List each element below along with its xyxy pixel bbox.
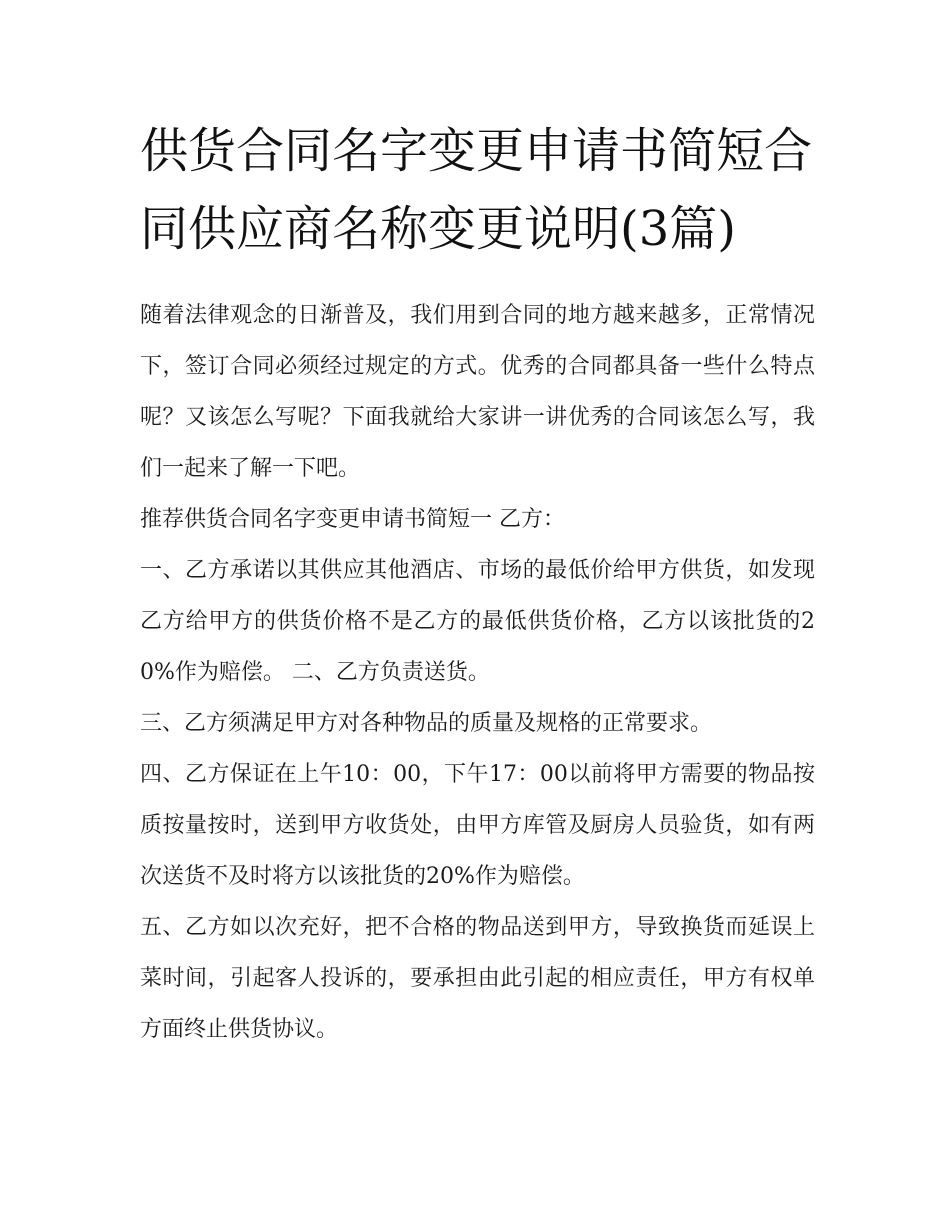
- document-title: 供货合同名字变更申请书简短合同供应商名称变更说明(3篇): [140, 123, 813, 257]
- paragraph-clause-3: 三、乙方须满足甲方对各种物品的质量及规格的正常要求。: [140, 711, 713, 736]
- paragraph-clause-5: 五、乙方如以次充好，把不合格的物品送到甲方，导致换货而延误上菜时间，引起客人投诉的，要承担由此引起的相应责任，甲方有权单方面终止供货协议。: [140, 915, 815, 1042]
- paragraph-clause-1-2: 一、乙方承诺以其供应其他酒店、市场的最低价给甲方供货，如发现乙方给甲方的供货价格不是乙方的最低供货价格，乙方以该批货的20%作为赔偿。 二、乙方负责送货。: [140, 558, 815, 685]
- paragraph-clause-4: 四、乙方保证在上午10：00，下午17：00以前将甲方需要的物品按质按量按时，送到甲方收货处，由甲方库管及厨房人员验货，如有两次送货不及时将方以该批货的20%作为赔偿。: [140, 762, 815, 889]
- document-page: [140, 112, 815, 1055]
- document-body: [140, 290, 815, 1055]
- paragraph-intro: 随着法律观念的日渐普及，我们用到合同的地方越来越多，正常情况下，签订合同必须经过规定的方式。优秀的合同都具备一些什么特点呢？又该怎么写呢？下面我就给大家讲一讲优秀的合同该怎么写，我们一起来了解一下吧。: [140, 303, 815, 481]
- paragraph-section-heading: 推荐供货合同名字变更申请书简短一 乙方：: [140, 507, 565, 532]
